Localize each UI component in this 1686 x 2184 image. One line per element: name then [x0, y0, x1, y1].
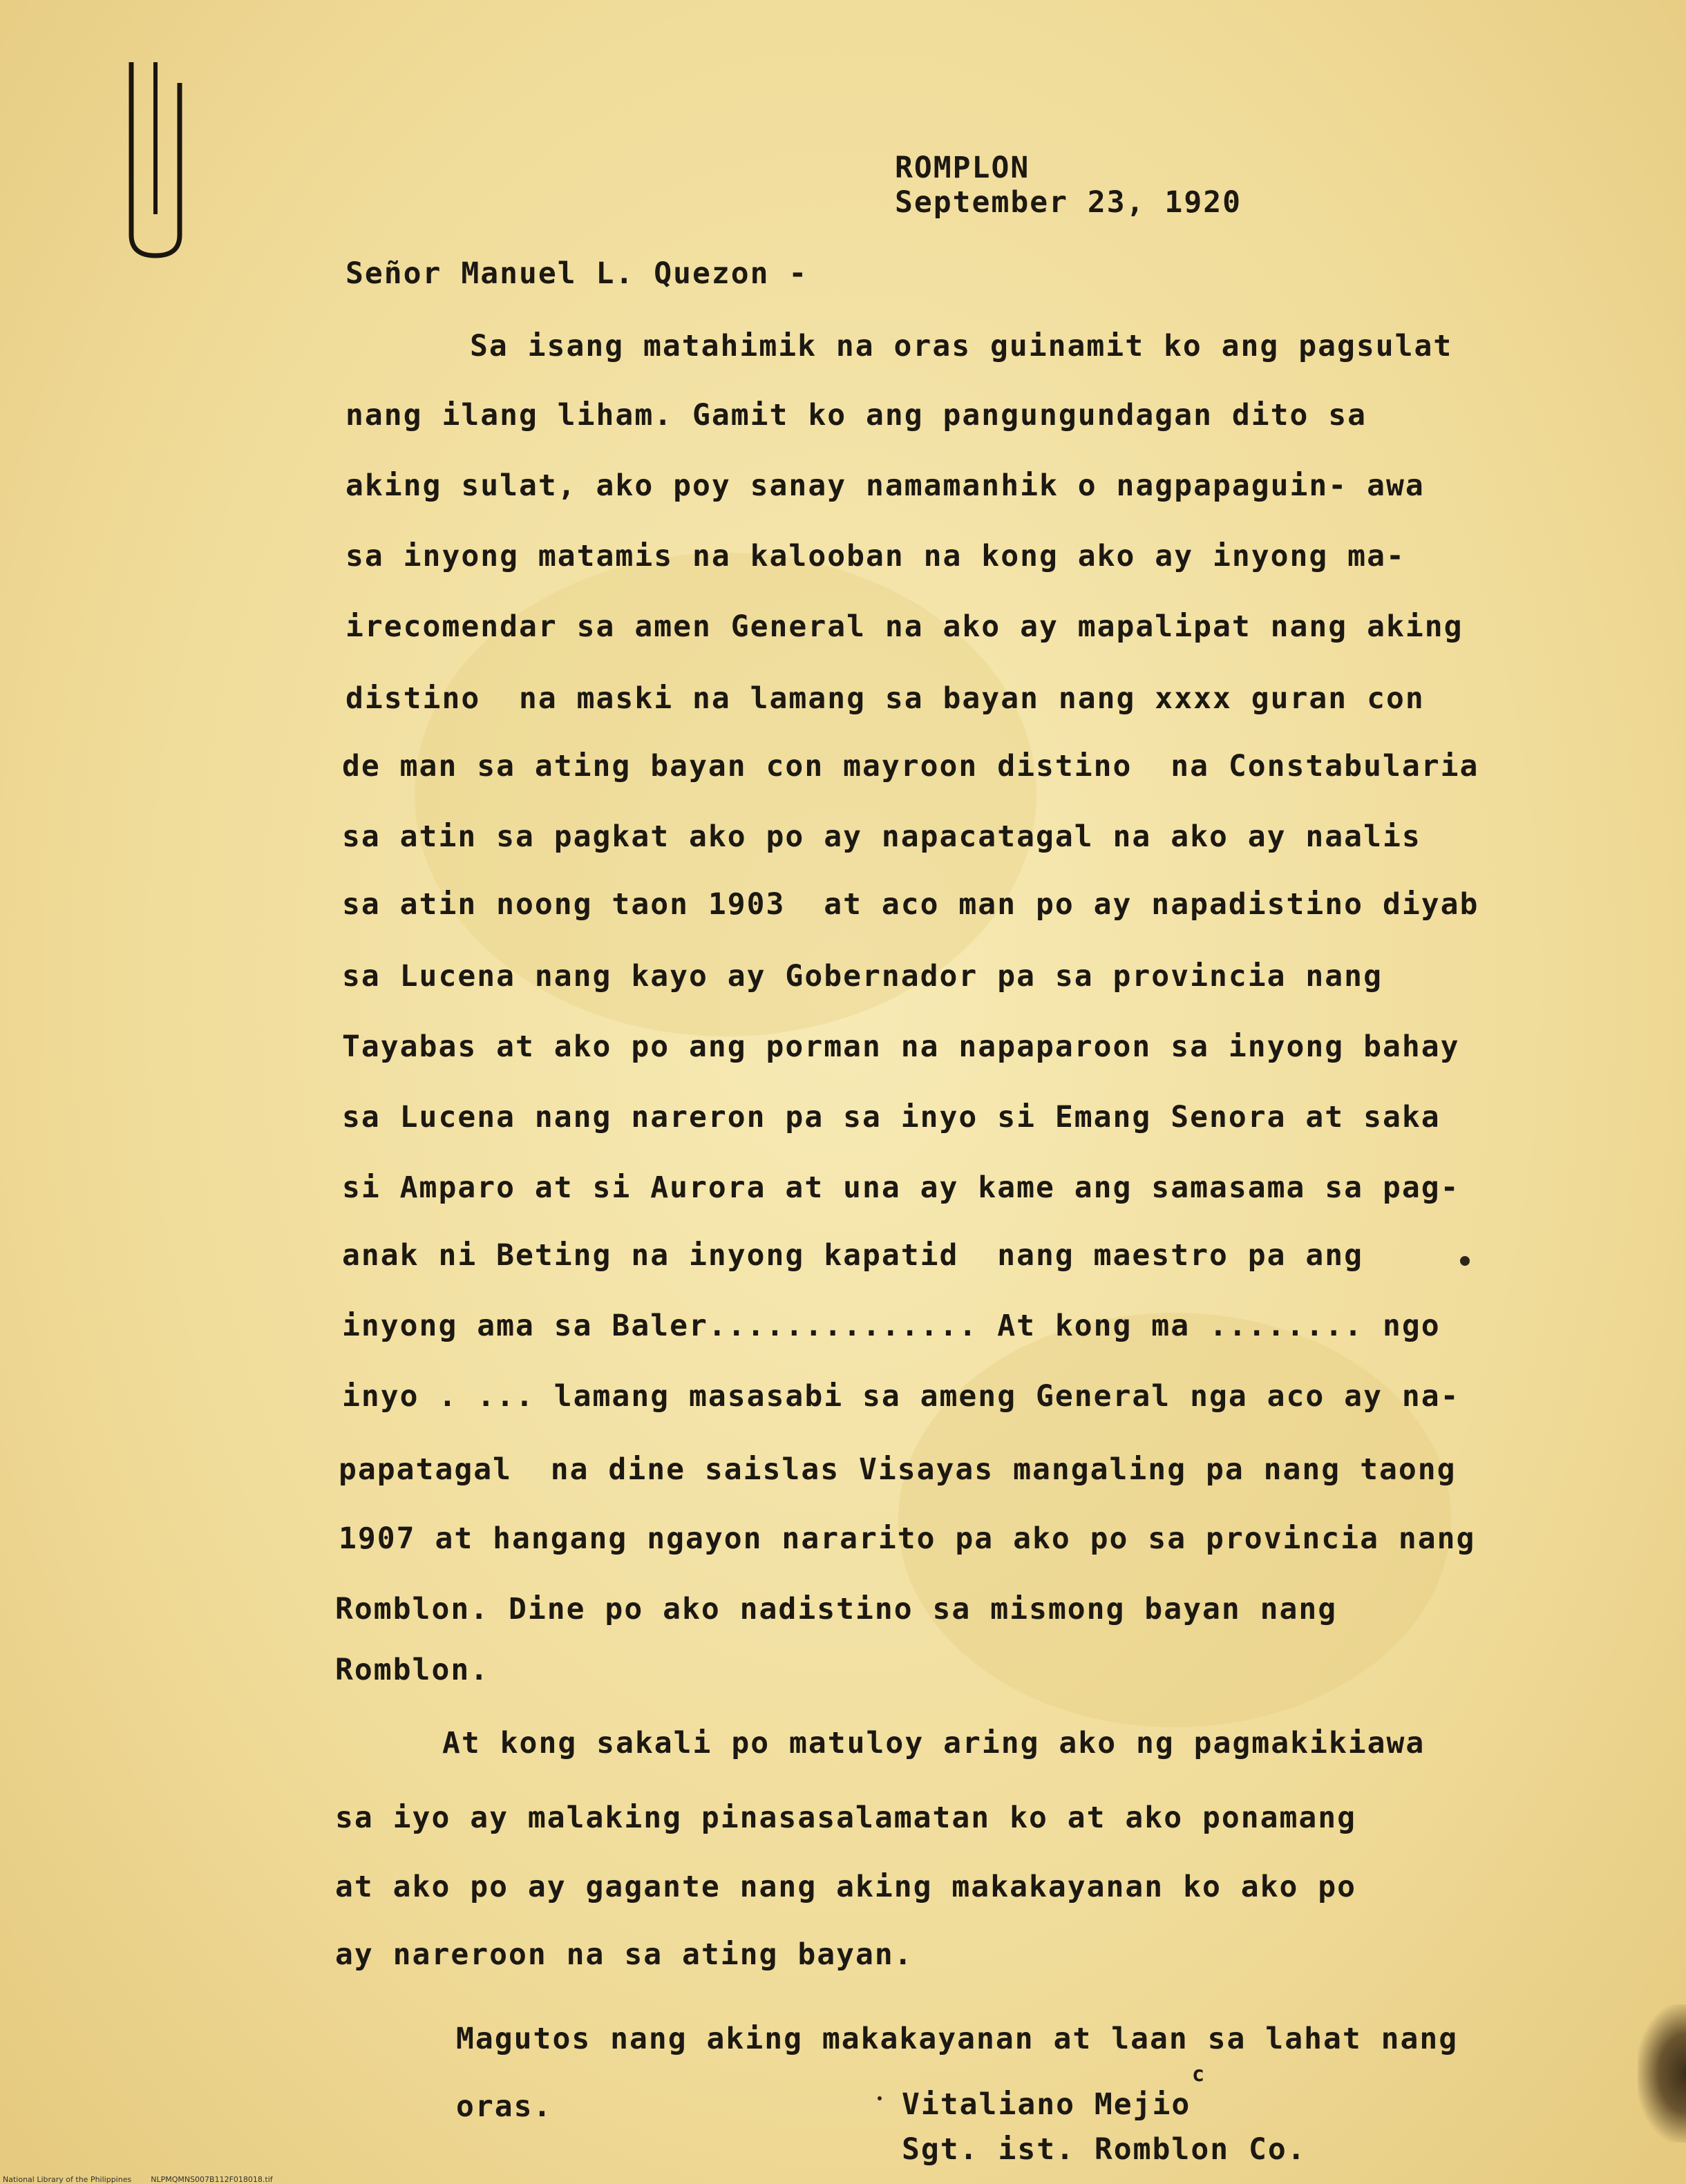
- ink-spot: [878, 2096, 882, 2100]
- paper-clip-icon: [117, 55, 187, 263]
- body-line: anak ni Beting na inyong kapatid nang maestro pa ang: [342, 1238, 1364, 1273]
- body-line: inyo . ... lamang masasabi sa ameng General nga aco ay na-: [342, 1379, 1460, 1414]
- closing-line: ay nareroon na sa ating bayan.: [335, 1937, 913, 1972]
- body-line: sa atin sa pagkat ako po ay napacatagal na ako ay naalis: [342, 819, 1421, 854]
- body-line: sa inyong matamis na kalooban na kong ako ay inyong ma-: [345, 539, 1405, 573]
- signature-correction: c: [1192, 2062, 1205, 2087]
- ink-spot: [1460, 1256, 1470, 1266]
- body-line: Romblon. Dine po ako nadistino sa mismong bayan nang: [335, 1592, 1338, 1626]
- body-line: Tayabas at ako po ang porman na napaparoon sa inyong bahay: [342, 1029, 1460, 1064]
- page-corner-shadow: [1638, 2004, 1686, 2143]
- letter-salutation: Señor Manuel L. Quezon -: [345, 256, 808, 291]
- archive-footer: [3, 2175, 292, 2184]
- body-line: 1907 at hangang ngayon nararito pa ako po sa provincia nang: [339, 1521, 1476, 1556]
- body-line: distino na maski na lamang sa bayan nang xxxx guran con: [345, 681, 1425, 716]
- body-line: aking sulat, ako poy sanay namamanhik o nagpapaguin- awa: [345, 468, 1425, 503]
- body-line: inyong ama sa Baler.............. At kong ma ........ ngo: [342, 1309, 1441, 1343]
- final-line: Magutos nang aking makakayanan at laan sa lahat nang: [456, 2022, 1459, 2056]
- letter-date: September 23, 1920: [895, 185, 1242, 220]
- final-line: oras.: [456, 2089, 553, 2124]
- body-line: sa Lucena nang kayo ay Gobernador pa sa provincia nang: [342, 959, 1383, 994]
- body-line: sa atin noong taon 1903 at aco man po ay napadistino diyab: [342, 887, 1479, 922]
- body-line: Romblon.: [335, 1653, 490, 1687]
- body-line: de man sa ating bayan con mayroon distino na Constabularia: [342, 749, 1479, 784]
- signature-name: Vitaliano Mejio: [902, 2087, 1191, 2122]
- paper-stain: [898, 1313, 1451, 1727]
- body-line: papatagal na dine saislas Visayas mangaling pa nang taong: [339, 1452, 1457, 1487]
- body-line: si Amparo at si Aurora at una ay kame ang samasama sa pag-: [342, 1170, 1460, 1205]
- footer-library: National Library of the Philippines: [3, 2175, 132, 2184]
- letter-place: ROMPLON: [895, 151, 1030, 185]
- signature-rank: Sgt. ist. Romblon Co.: [902, 2132, 1307, 2167]
- body-line: nang ilang liham. Gamit ko ang pangungundagan dito sa: [345, 398, 1367, 433]
- body-line: irecomendar sa amen General na ako ay mapalipat nang aking: [345, 609, 1464, 644]
- closing-line: at ako po ay gagante nang aking makakayanan ko ako po: [335, 1870, 1357, 1904]
- closing-line: sa iyo ay malaking pinasasalamatan ko at ako ponamang: [335, 1801, 1357, 1835]
- closing-line: At kong sakali po matuloy aring ako ng pagmakikiawa: [442, 1726, 1425, 1760]
- body-line: Sa isang matahimik na oras guinamit ko ang pagsulat: [470, 329, 1453, 363]
- body-line: sa Lucena nang nareron pa sa inyo si Emang Senora at saka: [342, 1100, 1441, 1134]
- footer-file: NLPMQMNS007B112F018018.tif: [151, 2175, 273, 2184]
